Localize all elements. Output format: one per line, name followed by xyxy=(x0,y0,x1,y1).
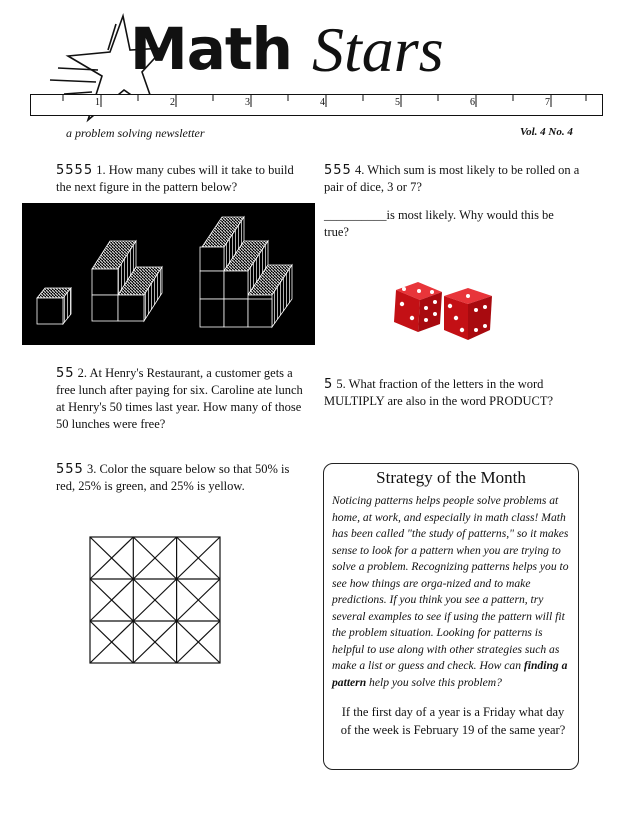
problem-text: 3. Color the square below so that 50% is red, 25% is green, and 25% is yellow. xyxy=(56,462,290,493)
difficulty-stars: 5555 xyxy=(56,163,94,178)
problem-4 xyxy=(324,162,586,196)
problem-2 xyxy=(56,365,308,433)
problem-text: 5. What fraction of the letters in the word MULTIPLY are also in the word PRODUCT? xyxy=(324,377,554,408)
strategy-body xyxy=(332,493,576,691)
difficulty-stars: 555 xyxy=(324,163,352,178)
problem-text: 4. Which sum is most likely to be rolled on a pair of dice, 3 or 7? xyxy=(324,163,580,194)
coloring-grid[interactable] xyxy=(89,536,221,664)
logo-stars: Stars xyxy=(312,14,444,85)
ruler-number: 6 xyxy=(470,97,475,108)
strategy-body-text: help you solve this problem? xyxy=(366,675,502,689)
dice-image xyxy=(388,280,498,342)
ruler-number: 7 xyxy=(545,97,550,108)
ruler-number: 1 xyxy=(95,97,100,108)
strategy-body-emphasis: finding a pattern xyxy=(332,659,568,689)
strategy-question: If the first day of a year is a Friday what day of the week is February 19 of the same year? xyxy=(340,705,566,737)
difficulty-stars: 5 xyxy=(324,377,334,392)
problem-4-answer-line: __________is most likely. Why would this be true? xyxy=(324,208,554,239)
problem-text: 1. How many cubes will it take to build the next figure in the pattern below? xyxy=(56,163,294,194)
ruler-number: 3 xyxy=(245,97,250,108)
ruler xyxy=(30,94,603,116)
ruler-number: 4 xyxy=(320,97,325,108)
tagline: a problem solving newsletter xyxy=(66,126,205,140)
difficulty-stars: 555 xyxy=(56,462,84,477)
cube-pattern-figure xyxy=(22,203,315,345)
problem-3 xyxy=(56,461,306,495)
problem-1 xyxy=(56,162,306,196)
logo-math: Math xyxy=(130,15,292,83)
difficulty-stars: 55 xyxy=(56,366,75,381)
problem-5 xyxy=(324,376,586,410)
strategy-body-text: Noticing patterns helps people solve problems at home, at work, and especially in math class! Math has been called "the study of patterns," so it makes sense to look for a pattern when you are trying to solve a problem. Recognizing patterns helps you to see how things are orga-nized and to make predictions. If you think you see a pattern, try several examples to see if using the pattern will fit the problem situation. Looking for patterns is helpful to use along with other strategies such as make a list or guess and check. How can xyxy=(332,494,569,672)
problem-text: 2. At Henry's Restaurant, a customer gets a free lunch after paying for six. Caroline ate lunch at Henry's 50 times last year. How many of those 50 lunches were free? xyxy=(56,366,303,431)
ruler-number: 2 xyxy=(170,97,175,108)
volume-number: Vol. 4 No. 4 xyxy=(520,126,573,138)
strategy-title: Strategy of the Month xyxy=(376,468,526,487)
ruler-number: 5 xyxy=(395,97,400,108)
